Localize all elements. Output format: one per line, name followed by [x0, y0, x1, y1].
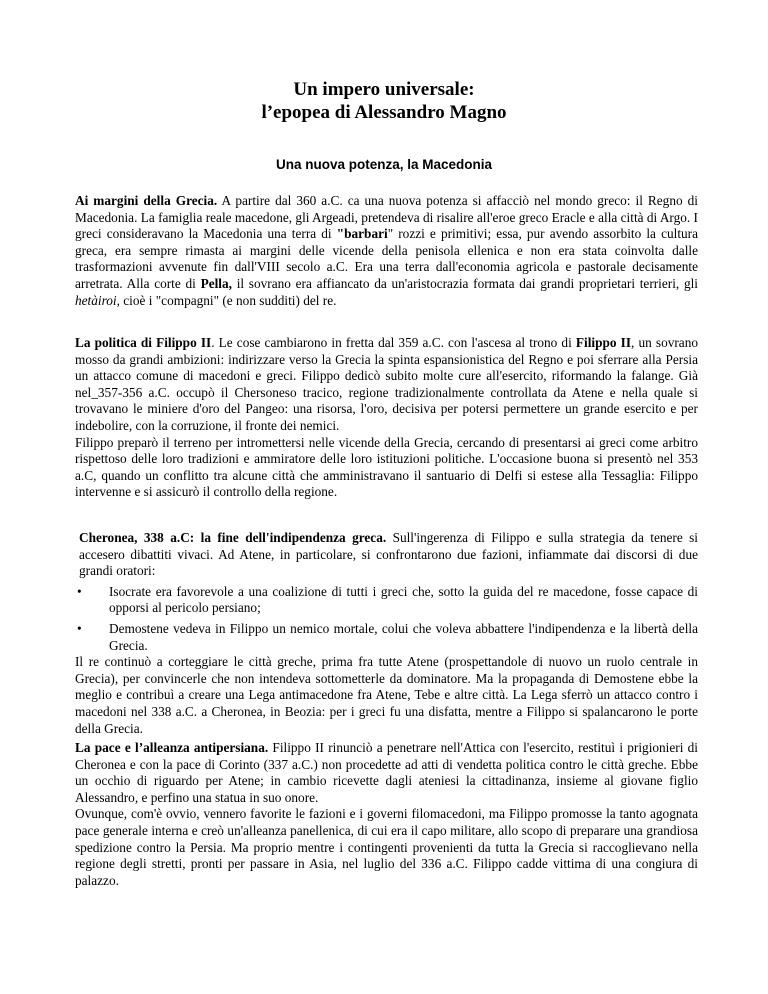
- list-item-text: Demostene vedeva in Filippo un nemico mortale, colui che voleva abbattere l'indipendenza e la libertà della Grecia.: [109, 620, 698, 653]
- emphasis-pella: Pella,: [200, 275, 232, 291]
- paragraph-text: Filippo preparò il terreno per intromettersi nelle vicende della Grecia, cercando di presentarsi ai greci come arbitro rispettoso delle loro tradizioni e ammiratore delle loro istituzioni politiche. L'occasione buona si presentò nel 353 a.C, quando un conflitto tra alcune città che amministravano il santuario di Delfi si estese alla Tessaglia: Filippo intervenne e si assicurò il controllo della regione.: [75, 434, 698, 500]
- paragraph-text: il sovrano era affiancato da un'aristocrazia formata dai grandi proprietari terrieri, gli: [231, 275, 698, 291]
- paragraph-heading: La politica di Filippo II: [75, 335, 212, 350]
- paragraph-block: [75, 740, 698, 806]
- list-item: [75, 621, 698, 654]
- emphasis-hetairoi: hetàiroi,: [75, 292, 120, 308]
- paragraph-block: [75, 530, 698, 580]
- paragraph-pace: [75, 740, 698, 889]
- paragraph-heading: Ai margini della Grecia.: [75, 193, 218, 208]
- section-subtitle: Una nuova potenza, la Macedonia: [275, 157, 493, 172]
- emphasis-barbari: "barbari: [336, 226, 388, 242]
- paragraph-heading: La pace e l’alleanza antipersiana.: [75, 740, 269, 755]
- bullet-icon: •: [77, 583, 82, 599]
- paragraph-text: . Le cose cambiarono in fretta dal 359 a.C. con l'ascesa al trono di: [211, 335, 576, 350]
- paragraph-heading: Cheronea, 338 a.C: la fine dell'indipendenza greca.: [79, 530, 387, 545]
- title-line-1: Un impero universale:: [293, 79, 475, 100]
- paragraph-text: , un sovrano mosso da grandi ambizioni: indirizzare verso la Grecia la spinta espansionistica del Regno e poi sferrare alla Persia un attacco comune di macedoni e greci. Filippo dedicò subito molte cure all'esercito, riformando la falange. Già nel_357-356 a.C. occupò il Chersoneso tracico, regione tradizionalmente controllata da Atene e nella quale si trovavano le miniere d'oro del Pangeo: una risorsa, l'oro, decisiva per potersi permettere un grande esercito e per indebolire, con la corruzione, il fronte dei nemici.: [75, 335, 698, 433]
- page-title: [0, 78, 768, 124]
- paragraph-text: Filippo II rinunciò a penetrare nell'Attica con l'esercito, restituì i prigionieri di Cheronea e con la pace di Corinto (337 a.C.) non procedette ad atti di vendetta politica contro le città greche. Ebbe un occhio di riguardo per Atene; in cambio ricevette dagli ateniesi la cittadinanza, insieme al giovane figlio Alessandro, e perfino una statua in suo onore.: [75, 740, 698, 805]
- paragraph-text: " rozzi e primitivi; essa, pur avendo assorbito la cultura greca, era sempre rimasta ai margini delle vicende della penisola ellenica e non era stata coinvolta dalle trasformazioni avvenute fin dall'VIII secolo a.C. Era una terra dall'economia agricola e pastorale decisamente arretrata. Alla corte di: [75, 226, 698, 291]
- paragraph-text: Il re continuò a corteggiare le città greche, prima fra tutte Atene (prospettandole di nuovo un ruolo centrale in Grecia), per convincerle che non intendeva sottometterle da dominatore. Ma la propaganda di Demostene ebbe la meglio e contribuì a creare una Lega antimacedone fra Atene, Tebe e altre città. La Lega sferrò un attacco contro i macedoni nel 338 a.C. a Cheronea, in Beozia: per i greci fu una disfatta, mentre a Filippo si spalancarono le porte della Grecia.: [75, 654, 698, 736]
- paragraph-block: [75, 335, 698, 435]
- emphasis-filippo: Filippo II: [575, 335, 632, 350]
- paragraph-margini: [75, 193, 698, 309]
- paragraph-text: A partire dal 360 a.C. ca una nuova potenza si affacciò nel mondo greco: il Regno di Macedonia. La famiglia reale macedone, gli Argeadi, pretendeva di risalire all'eroe greco Eracle e alla città di Argo. I greci consideravano la Macedonia una terra di: [75, 193, 698, 242]
- paragraph-text: Ovunque, com'è ovvio, vennero favorite le fazioni e i governi filomacedoni, ma Filippo promosse la tanto agognata pace generale interna e creò un'alleanza panellenica, di cui era il capo militare, allo scopo di preparare una grandiosa spedizione contro la Persia. Ma proprio mentre i contingenti provenienti da tutta la Grecia si raccoglievano nella regione degli stretti, pronti per passare in Asia, nel luglio del 336 a.C. Filippo cadde vittima di una congiura di palazzo.: [75, 806, 698, 888]
- list-item-text: Isocrate era favorevole a una coalizione di tutti i greci che, sotto la guida del re macedone, fosse capace di opporsi al pericolo persiano;: [109, 583, 698, 616]
- paragraph-cheronea: [75, 530, 698, 737]
- paragraph-filippo: [75, 335, 698, 501]
- list-item: [75, 584, 698, 617]
- paragraph-text: Sull'ingerenza di Filippo e sulla strategia da tenere si accesero dibattiti vivaci. Ad Atene, in particolare, si confrontarono due fazioni, infiammate dai discorsi di due grandi oratori:: [79, 530, 698, 579]
- title-line-2: l’epopea di Alessandro Magno: [261, 102, 507, 123]
- paragraph-text: cioè i "compagni" (e non sudditi) del re.: [119, 292, 337, 308]
- bullet-icon: •: [77, 620, 82, 636]
